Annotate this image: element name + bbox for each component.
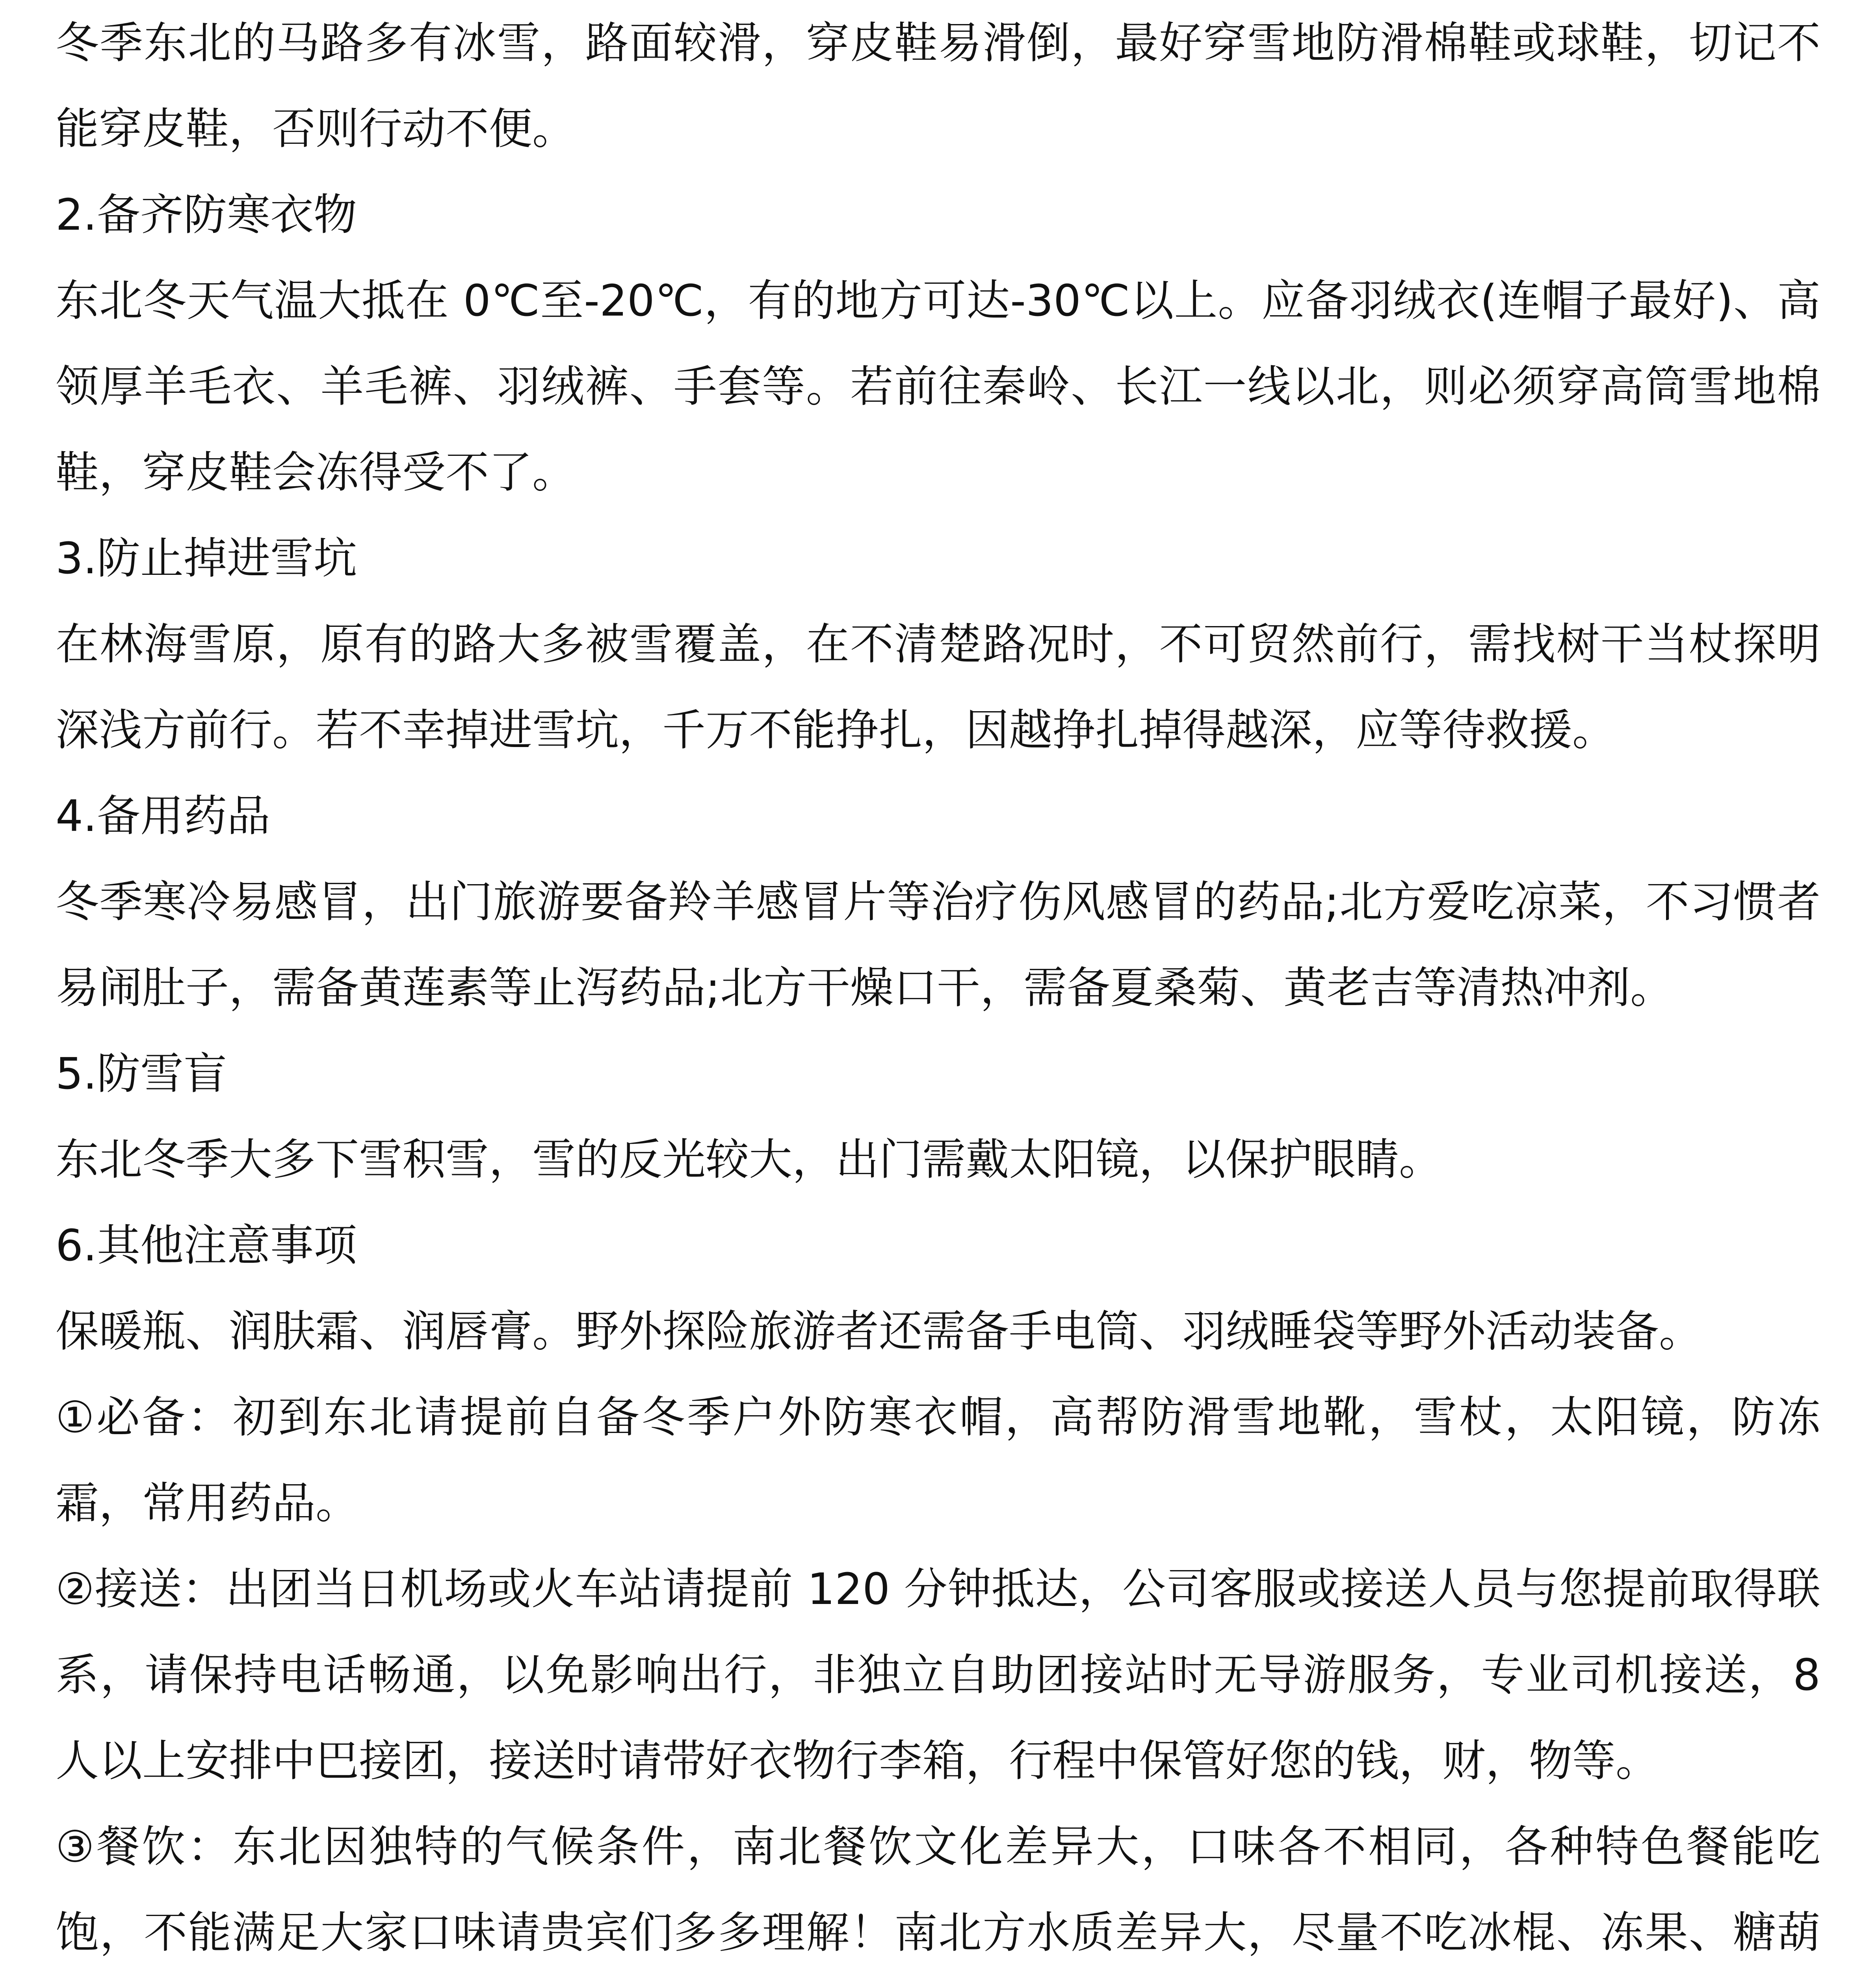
heading-snow-blindness: 5.防雪盲 bbox=[56, 1048, 227, 1099]
paragraph-snow-pit: 在林海雪原，原有的路大多被雪覆盖，在不清楚路况时，不可贸然前行，需找树干当杖探明深浅方前行。若不幸掉进雪坑，千万不能挣扎，因越挣扎掉得越深，应等待救援。 bbox=[56, 619, 1820, 755]
paragraph-medicine: 冬季寒冷易感冒，出门旅游要备羚羊感冒片等治疗伤风感冒的药品;北方爱吃凉菜，不习惯者易闹肚子，需备黄莲素等止泻药品;北方干燥口干，需备夏桑菊、黄老吉等清热冲剂。 bbox=[56, 877, 1820, 1013]
heading-other-notes: 6.其他注意事项 bbox=[56, 1220, 357, 1271]
paragraph-footwear: 冬季东北的马路多有冰雪，路面较滑，穿皮鞋易滑倒，最好穿雪地防滑棉鞋或球鞋，切记不能穿皮鞋，否则行动不便。 bbox=[56, 18, 1820, 154]
paragraph-dining: ③餐饮：东北因独特的气候条件，南北餐饮文化差异大，口味各不相同，各种特色餐能吃饱，不能满足大家口味请贵宾们多多理解！南北方水质差异大，尽量不吃冰棍、冻果、糖葫 bbox=[56, 1821, 1820, 1958]
document-page bbox=[56, 0, 1834, 1970]
heading-medicine: 4.备用药品 bbox=[56, 791, 270, 841]
paragraph-cold-clothing: 东北冬天气温大抵在 0℃至-20℃，有的地方可达-30℃以上。应备羽绒衣(连帽子最好)、高领厚羊毛衣、羊毛裤、羽绒裤、手套等。若前往秦岭、长江一线以北，则必须穿高筒雪地棉鞋，穿皮鞋会冻得受不了。 bbox=[56, 275, 1820, 498]
heading-cold-clothing: 2.备齐防寒衣物 bbox=[56, 190, 357, 240]
paragraph-snow-blindness: 东北冬季大多下雪积雪，雪的反光较大，出门需戴太阳镜，以保护眼睛。 bbox=[56, 1134, 1442, 1185]
document-body bbox=[56, 0, 1834, 1970]
paragraph-essentials: ①必备：初到东北请提前自备冬季户外防寒衣帽，高帮防滑雪地靴，雪杖，太阳镜，防冻霜，常用药品。 bbox=[56, 1392, 1820, 1528]
paragraph-transfer: ②接送：出团当日机场或火车站请提前 120 分钟抵达，公司客服或接送人员与您提前取得联系，请保持电话畅通，以免影响出行，非独立自助团接站时无导游服务，专业司机接送，8 人以上安排中巴接团，接送时请带好衣物行李箱，行程中保管好您的钱，财，物等。 bbox=[56, 1564, 1834, 1786]
paragraph-other-notes: 保暖瓶、润肤霜、润唇膏。野外探险旅游者还需备手电筒、羽绒睡袋等野外活动装备。 bbox=[56, 1306, 1702, 1357]
heading-snow-pit: 3.防止掉进雪坑 bbox=[56, 533, 357, 584]
